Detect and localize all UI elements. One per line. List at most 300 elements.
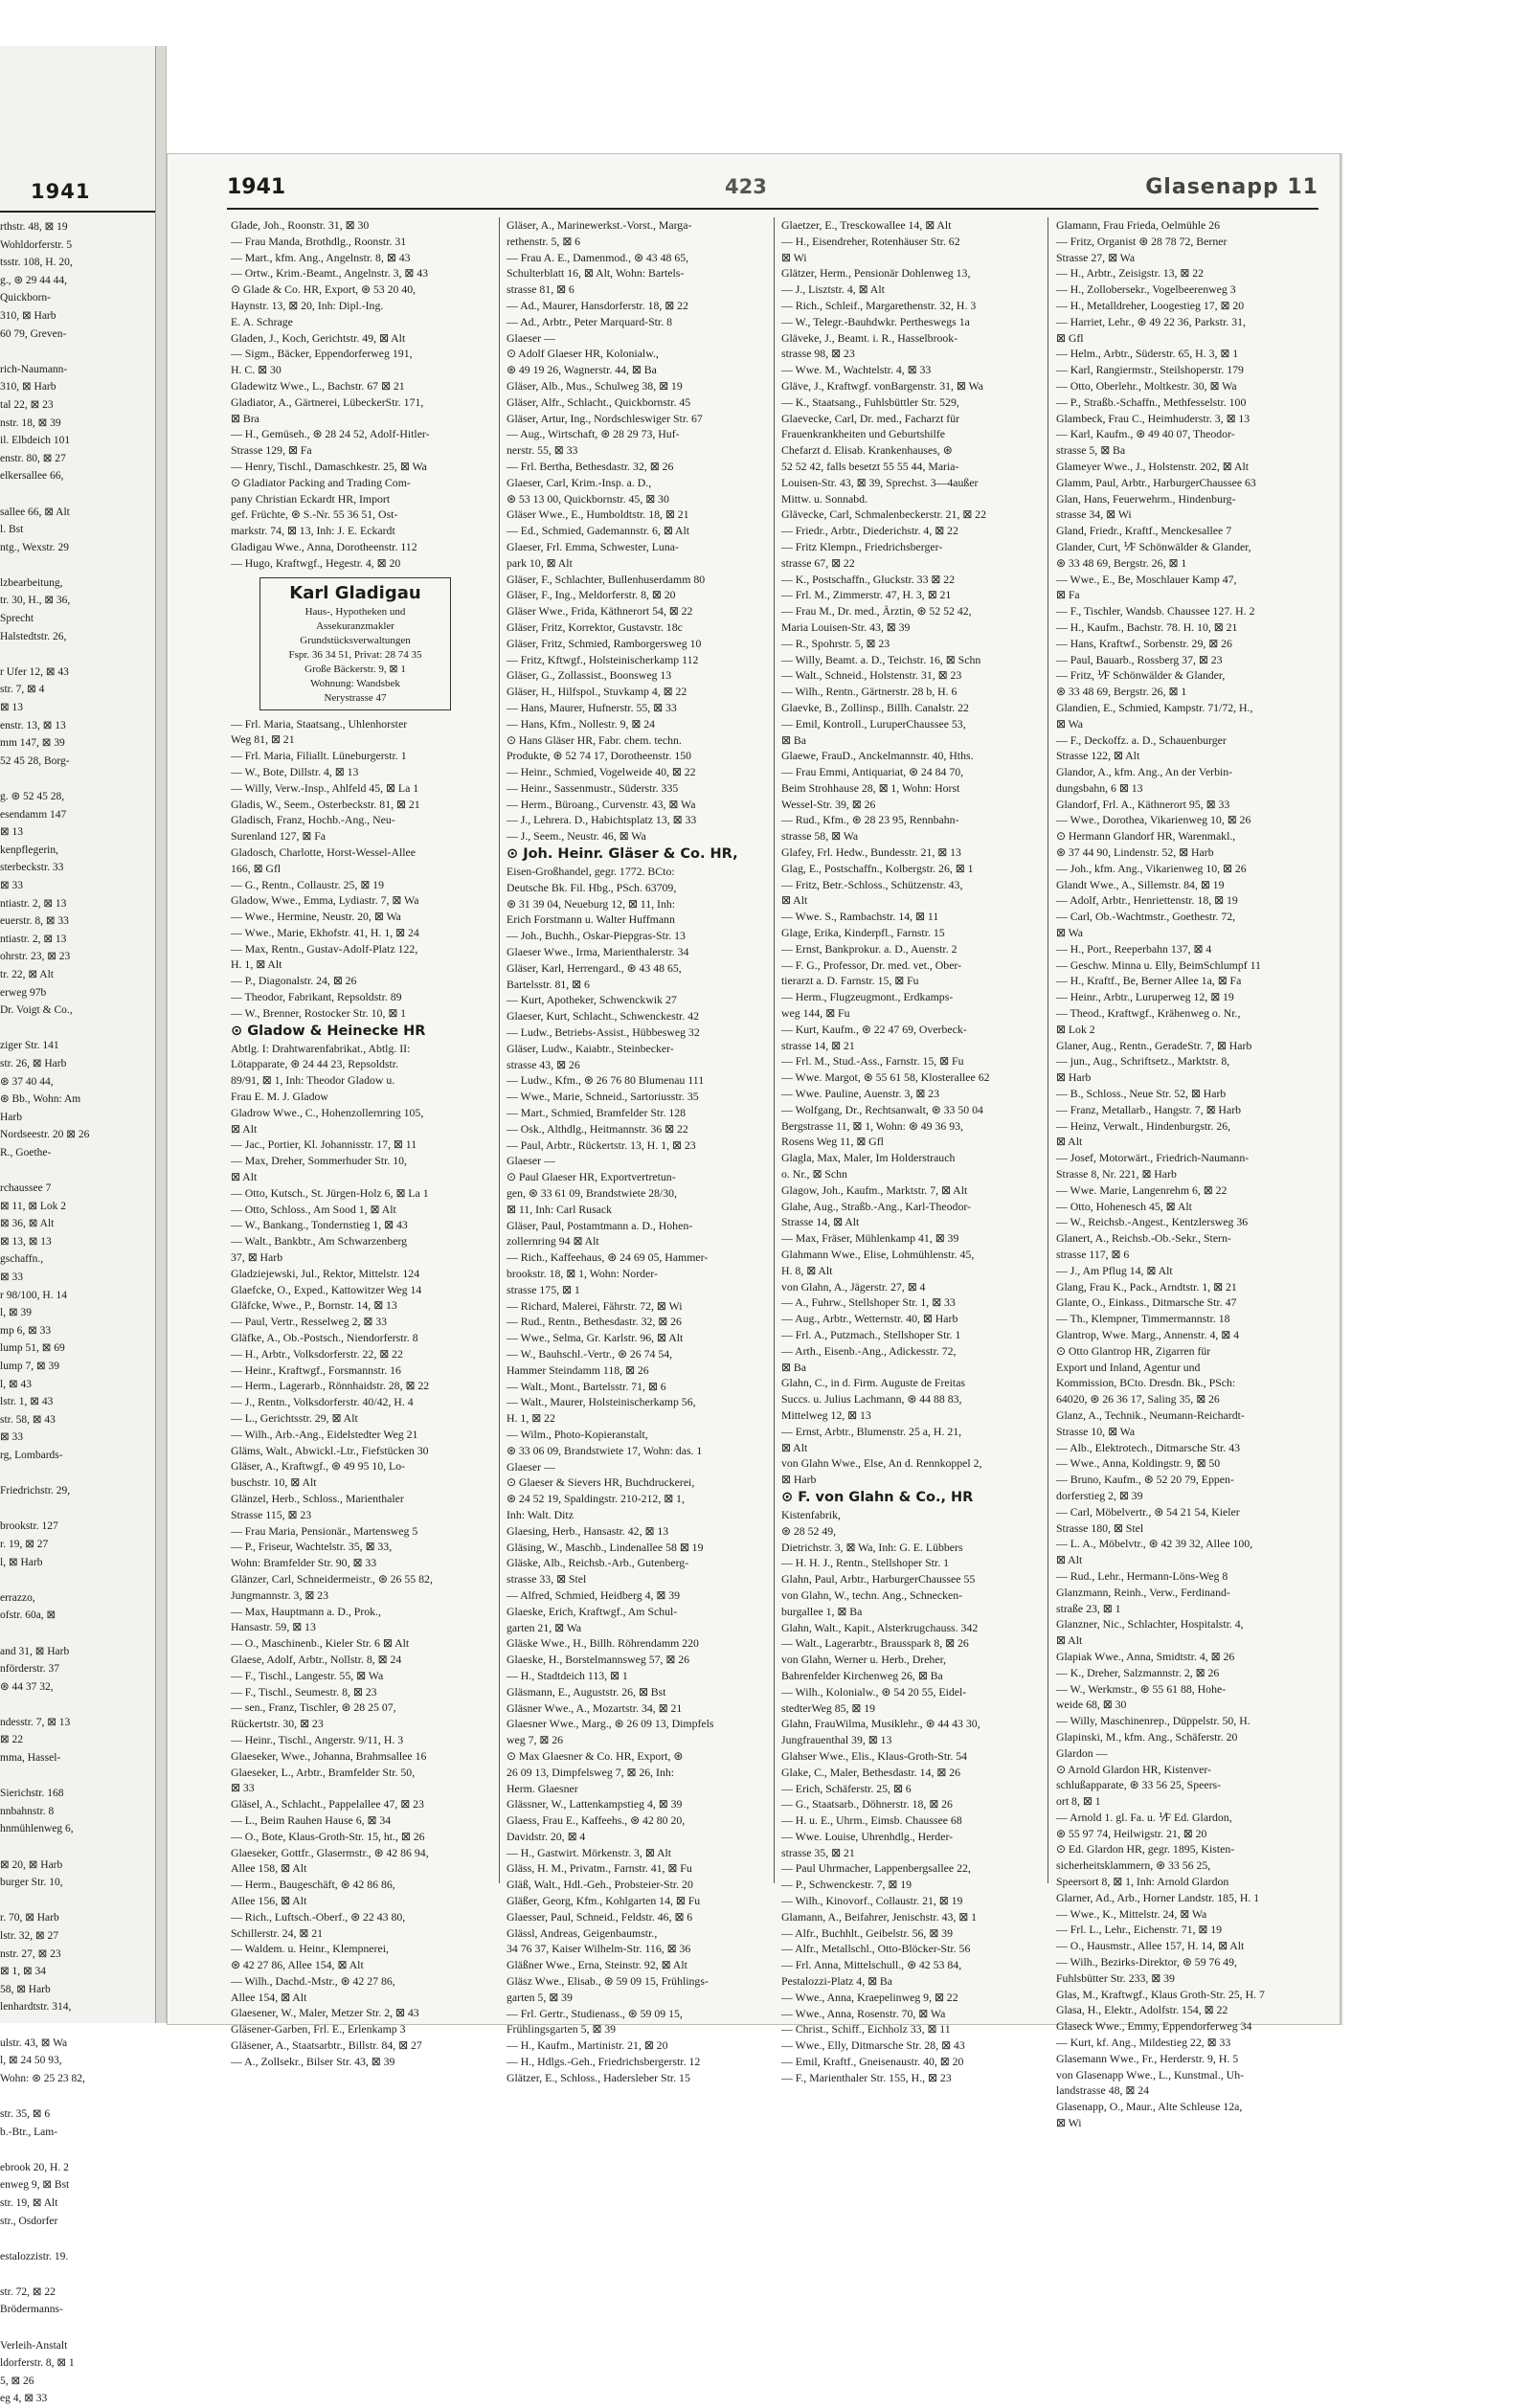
previous-page-line: lump 51, ⊠ 69 bbox=[0, 1342, 65, 1355]
previous-page-lines bbox=[0, 218, 155, 2408]
previous-page-line bbox=[0, 556, 155, 574]
directory-entry: — Wwe., Selma, Gr. Karlstr. 96, ⊠ Alt bbox=[507, 1331, 684, 1345]
directory-entry: — Carl, Möbelvertr., ⊛ 54 21 54, Kieler bbox=[1056, 1504, 1240, 1519]
directory-entry: strasse 5, ⊠ Ba bbox=[1056, 443, 1126, 458]
directory-entry: — Geschw. Minna u. Elly, BeimSchlumpf 11 bbox=[1056, 957, 1261, 972]
directory-entry: Glahn, Walt., Kapit., Alsterkrugchauss. 342 bbox=[781, 1620, 979, 1634]
previous-page-line: str., Osdorfer bbox=[0, 2215, 58, 2227]
previous-page-line: r. 70, ⊠ Harb bbox=[0, 1912, 59, 1924]
directory-entry: weg 7, ⊠ 26 bbox=[507, 1733, 564, 1747]
directory-entry: Succs. u. Julius Lachmann, ⊛ 44 88 83, bbox=[781, 1392, 962, 1407]
directory-entry: brookstr. 18, ⊠ 1, Wohn: Norder- bbox=[507, 1267, 658, 1280]
directory-entry: Herm. Glaesner bbox=[507, 1781, 578, 1795]
directory-entry: — Heinr., Sassenmustr., Süderstr. 335 bbox=[507, 780, 679, 795]
previous-page-line: ofstr. 60a, ⊠ bbox=[0, 1609, 56, 1622]
directory-entry: Glaeske, H., Borstelmannsweg 57, ⊠ 26 bbox=[507, 1653, 690, 1667]
directory-entry: Gladrow Wwe., C., Hohenzollernring 105, bbox=[231, 1105, 424, 1119]
directory-entry: Gläser, A., Marinewerkst.-Vorst., Marga- bbox=[507, 218, 692, 232]
directory-entry: Glätzer, Herm., Pensionär Dohlenweg 13, bbox=[781, 266, 971, 281]
directory-entry: — Willy, Beamt. a. D., Teichstr. 16, ⊠ Schn bbox=[781, 652, 981, 666]
previous-page-line: Friedrichstr. 29, bbox=[0, 1485, 71, 1497]
previous-page-line: Brödermanns- bbox=[0, 2304, 63, 2316]
directory-entry: 89/91, ⊠ 1, Inh: Theodor Gladow u. bbox=[231, 1073, 395, 1088]
directory-entry: Glantrop, Wwe. Marg., Annenstr. 4, ⊠ 4 bbox=[1056, 1327, 1239, 1341]
directory-entry: — O., Hausmstr., Allee 157, H. 14, ⊠ Alt bbox=[1056, 1939, 1245, 1953]
previous-page-line: l, ⊠ Harb bbox=[0, 1556, 43, 1568]
directory-entry: ⊛ 28 52 49, bbox=[781, 1523, 837, 1538]
previous-page-line: ntiastr. 2, ⊠ 13 bbox=[0, 933, 67, 945]
directory-entry: Mittw. u. Sonnabd. bbox=[781, 491, 868, 506]
directory-entry: Glaeser, Frl. Emma, Schwester, Luna- bbox=[507, 539, 679, 553]
directory-entry: Glamm, Paul, Arbtr., HarburgerChaussee 63 bbox=[1056, 475, 1256, 489]
directory-entry: — H. u. E., Uhrm., Eimsb. Chaussee 68 bbox=[781, 1813, 962, 1828]
directory-entry: — W., Reichsb.-Angest., Kentzlersweg 36 bbox=[1056, 1215, 1249, 1229]
directory-entry: ⊠ Alt bbox=[1056, 1553, 1083, 1567]
directory-entry: Gladosch, Charlotte, Horst-Wessel-Allee bbox=[231, 844, 416, 859]
previous-page-line: Harb bbox=[0, 1111, 22, 1123]
directory-entry: — Alfred, Schmied, Heidberg 4, ⊠ 39 bbox=[507, 1587, 681, 1602]
column-1 bbox=[227, 217, 493, 2068]
directory-entry: — Alb., Elektrotech., Ditmarsche Str. 43 bbox=[1056, 1440, 1240, 1454]
directory-entry: — Frl. A., Putzmach., Stellshoper Str. 1 bbox=[781, 1327, 961, 1341]
directory-entry: — Fritz, ⅟F Schönwälder & Glander, bbox=[1056, 668, 1226, 683]
directory-entry: Gläser, H., Hilfspol., Stuvkamp 4, ⊠ 22 bbox=[507, 685, 687, 699]
previous-page-line: elkersallee 66, bbox=[0, 470, 64, 483]
directory-entry: Gläsz Wwe., Elisab., ⊛ 59 09 15, Frühlings- bbox=[507, 1974, 709, 1989]
directory-entry: ort 8, ⊠ 1 bbox=[1056, 1794, 1101, 1809]
directory-entry: ⊠ 11, Inh: Carl Rusack bbox=[507, 1202, 613, 1216]
directory-entry: — Fritz, Betr.-Schloss., Schützenstr. 43, bbox=[781, 877, 963, 891]
directory-entry: Produkte, ⊛ 52 74 17, Dorotheenstr. 150 bbox=[507, 749, 692, 763]
directory-entry: Strasse 10, ⊠ Wa bbox=[1056, 1424, 1136, 1438]
directory-entry: strasse 117, ⊠ 6 bbox=[1056, 1248, 1130, 1261]
directory-entry: Glaeser, Kurt, Schlacht., Schwenckestr. 42 bbox=[507, 1009, 700, 1024]
directory-entry: — Wwe., Anna, Rosenstr. 70, ⊠ Wa bbox=[781, 2006, 946, 2020]
directory-entry: — Paul, Bauarb., Rossberg 37, ⊠ 23 bbox=[1056, 652, 1223, 666]
directory-entry: Gläsner Wwe., A., Mozartstr. 34, ⊠ 21 bbox=[507, 1700, 683, 1715]
directory-entry: — L., Gerichtsstr. 29, ⊠ Alt bbox=[231, 1411, 358, 1425]
previous-page-line: g. ⊛ 52 45 28, bbox=[0, 791, 65, 802]
directory-entry: burgallee 1, ⊠ Ba bbox=[781, 1604, 863, 1618]
directory-entry: strasse 58, ⊠ Wa bbox=[781, 829, 859, 844]
previous-page-line: ⊠ 13 bbox=[0, 702, 24, 714]
previous-page-line: ⊠ 11, ⊠ Lok 2 bbox=[0, 1200, 66, 1212]
previous-page-fragment bbox=[0, 46, 155, 2405]
directory-entry: 166, ⊠ Gfl bbox=[231, 861, 282, 875]
directory-entry: — Frau M., Dr. med., Ärztin, ⊛ 52 52 42, bbox=[781, 604, 972, 619]
directory-entry: — H., Kaufm., Bachstr. 78. H. 10, ⊠ 21 bbox=[1056, 619, 1238, 634]
directory-entry: — Kurt, Apotheker, Schwenckwik 27 bbox=[507, 993, 677, 1007]
directory-entry: nerstr. 55, ⊠ 33 bbox=[507, 443, 578, 458]
directory-entry: Glan, Hans, Feuerwehrm., Hindenburg- bbox=[1056, 491, 1236, 506]
directory-entry: ⊠ Alt bbox=[781, 1440, 808, 1454]
directory-entry: stedterWeg 85, ⊠ 19 bbox=[781, 1700, 876, 1715]
directory-entry: — L., Beim Rauhen Hause 6, ⊠ 34 bbox=[231, 1812, 392, 1827]
directory-entry: Glaeser — bbox=[507, 1459, 555, 1474]
directory-entry: Strasse 27, ⊠ Wa bbox=[1056, 250, 1136, 264]
directory-entry: — Karl, Kaufm., ⊛ 49 40 07, Theodor- bbox=[1056, 427, 1235, 441]
directory-entry: — F., Tischl., Seumestr. 8, ⊠ 23 bbox=[231, 1684, 377, 1699]
page-edge bbox=[1340, 153, 1342, 2025]
directory-entry: — Rud., Lehr., Hermann-Löns-Weg 8 bbox=[1056, 1568, 1228, 1583]
directory-entry: — Frau Emmi, Antiquariat, ⊛ 24 84 70, bbox=[781, 765, 964, 779]
directory-entry: ⊠ Alt bbox=[231, 1121, 258, 1136]
previous-page-line: il. Elbdeich 101 bbox=[0, 435, 71, 447]
previous-page-line: Dr. Voigt & Co., bbox=[0, 1004, 73, 1017]
directory-entry: H. 1, ⊠ 22 bbox=[507, 1411, 555, 1426]
directory-entry: Glahn, FrauWilma, Musiklehr., ⊛ 44 43 30, bbox=[781, 1717, 980, 1731]
directory-entry: ⊛ 55 97 74, Heilwigstr. 21, ⊠ 20 bbox=[1056, 1826, 1207, 1840]
advertisement-line: Haus-, Hypotheken und bbox=[304, 605, 406, 618]
directory-entry: — Wwe. Margot, ⊛ 55 61 58, Klosterallee 62 bbox=[781, 1070, 990, 1085]
directory-entry: — Herm., Lagerarb., Rönnhaidstr. 28, ⊠ 22 bbox=[231, 1379, 430, 1393]
previous-page-line: enstr. 13, ⊠ 13 bbox=[0, 719, 66, 731]
directory-entry: Glässner, W., Lattenkampstieg 4, ⊠ 39 bbox=[507, 1797, 683, 1812]
directory-entry: — W., Telegr.-Bauhdwkr. Pertheswegs 1a bbox=[781, 314, 970, 328]
directory-entry: — Heinr., Kraftwgf., Forsmannstr. 16 bbox=[231, 1362, 401, 1377]
directory-entry: Allee 154, ⊠ Alt bbox=[231, 1990, 307, 2004]
directory-entry: Schulterblatt 16, ⊠ Alt, Wohn: Bartels- bbox=[507, 266, 685, 281]
directory-entry: Gläser Wwe., E., Humboldtstr. 18, ⊠ 21 bbox=[507, 507, 689, 522]
previous-page-line bbox=[0, 2016, 155, 2035]
directory-entry: — Theodor, Fabrikant, Repsoldstr. 89 bbox=[231, 990, 402, 1004]
directory-entry: Strasse 14, ⊠ Alt bbox=[781, 1215, 860, 1229]
directory-entry: Hansastr. 59, ⊠ 13 bbox=[231, 1620, 316, 1634]
previous-page-line: estalozzistr. 19. bbox=[0, 2250, 69, 2262]
directory-entry: ⊙ Hans Gläser HR, Fabr. chem. techn. bbox=[507, 732, 682, 747]
directory-entry: Bergstrasse 11, ⊠ 1, Wohn: ⊛ 49 36 93, bbox=[781, 1118, 963, 1133]
directory-entry: Gläske, Alb., Reichsb.-Arb., Gutenberg- bbox=[507, 1556, 689, 1570]
directory-entry: Gläser, Artur, Ing., Nordschleswiger Str. 67 bbox=[507, 411, 703, 425]
advertisement-box bbox=[259, 577, 451, 710]
directory-entry: — B., Schloss., Neue Str. 52, ⊠ Harb bbox=[1056, 1087, 1227, 1101]
directory-entry: E. A. Schrage bbox=[231, 314, 293, 328]
directory-entry: — H., Eisendreher, Rotenhäuser Str. 62 bbox=[781, 234, 960, 248]
advertisement-line: Assekuranzmakler bbox=[316, 619, 394, 632]
directory-entry: 64020, ⊛ 26 36 17, Saling 35, ⊠ 26 bbox=[1056, 1392, 1220, 1407]
directory-entry: Louisen-Str. 43, ⊠ 39, Sprechst. 3—4außer bbox=[781, 475, 979, 489]
directory-entry: Gläsing, W., Maschb., Lindenallee 58 ⊠ 19 bbox=[507, 1540, 704, 1554]
directory-entry: Gladigau Wwe., Anna, Dorotheenstr. 112 bbox=[231, 539, 417, 553]
directory-entry: — Max, Rentn., Gustav-Adolf-Platz 122, bbox=[231, 941, 418, 956]
previous-page-line: tr. 30, H., ⊠ 36, bbox=[0, 595, 71, 607]
previous-page-line: tal 22, ⊠ 23 bbox=[0, 398, 54, 411]
directory-entry: Gläss, H. M., Privatm., Farnstr. 41, ⊠ Fu bbox=[507, 1861, 692, 1876]
directory-entry: H. C. ⊠ 30 bbox=[231, 363, 282, 377]
directory-entry: — Otto, Schloss., Am Sood 1, ⊠ Alt bbox=[231, 1202, 396, 1216]
directory-entry: — Max, Hauptmann a. D., Prok., bbox=[231, 1604, 381, 1618]
directory-entry: — Walt., Mont., Bartelsstr. 71, ⊠ 6 bbox=[507, 1379, 666, 1393]
directory-entry: — F., Tischler, Wandsb. Chaussee 127. H. 2 bbox=[1056, 604, 1255, 619]
directory-entry: — F., Marienthaler Str. 155, H., ⊠ 23 bbox=[781, 2070, 952, 2084]
directory-entry: markstr. 74, ⊠ 13, Inh: J. E. Eckardt bbox=[231, 524, 395, 538]
directory-entry: von Glahn, Werner u. Herb., Dreher, bbox=[781, 1653, 946, 1667]
directory-entry: straße 23, ⊠ 1 bbox=[1056, 1601, 1121, 1615]
previous-page-line: ⊛ 44 37 32, bbox=[0, 1680, 54, 1693]
directory-entry: Gläsel, A., Schlacht., Pappelallee 47, ⊠ 23 bbox=[231, 1797, 424, 1812]
directory-entry: Glaesser, Paul, Schneid., Feldstr. 46, ⊠ 6 bbox=[507, 1909, 693, 1924]
directory-entry: Glage, Erika, Kinderpfl., Farnstr. 15 bbox=[781, 926, 945, 940]
directory-entry: — Heinr., Schmied, Vogelweide 40, ⊠ 22 bbox=[507, 765, 696, 779]
directory-columns bbox=[227, 217, 1318, 2130]
header-rule bbox=[227, 208, 1318, 210]
directory-entry: — Th., Klempner, Timmermannstr. 18 bbox=[1056, 1312, 1230, 1326]
directory-entry: Glamann, A., Beifahrer, Jenischstr. 43, ⊠ 1 bbox=[781, 1909, 978, 1924]
directory-entry: — Hans, Kraftwf., Sorbenstr. 29, ⊠ 26 bbox=[1056, 636, 1232, 650]
directory-entry: ⊠ 33 bbox=[231, 1781, 255, 1795]
previous-page-line: ⊠ 36, ⊠ Alt bbox=[0, 1218, 55, 1230]
firm-heading: ⊙ F. von Glahn & Co., HR bbox=[781, 1489, 974, 1505]
previous-page-line: Sierichstr. 168 bbox=[0, 1788, 64, 1800]
directory-entry: Glaeseker, Gottfr., Glasermstr., ⊛ 42 86 94, bbox=[231, 1845, 429, 1859]
directory-entry: Glaevecke, Carl, Dr. med., Facharzt für bbox=[781, 411, 960, 425]
directory-entry: — Waldem. u. Heinr., Klempnerei, bbox=[231, 1942, 389, 1956]
directory-entry: Glamann, Frau Frieda, Oelmühle 26 bbox=[1056, 218, 1221, 232]
directory-entry: schlußapparate, ⊛ 33 56 25, Speers- bbox=[1056, 1778, 1222, 1792]
directory-entry: — Mart., Schmied, Bramfelder Str. 128 bbox=[507, 1106, 687, 1120]
directory-entry: ⊙ Arnold Glardon HR, Kistenver- bbox=[1056, 1762, 1211, 1776]
directory-entry: landstrasse 48, ⊠ 24 bbox=[1056, 2083, 1150, 2098]
directory-entry: — Otto, Hohenesch 45, ⊠ Alt bbox=[1056, 1199, 1192, 1213]
directory-entry: strasse 34, ⊠ Wi bbox=[1056, 507, 1132, 522]
previous-page-line bbox=[0, 1500, 155, 1519]
firm-heading: ⊙ Gladow & Heinecke HR bbox=[231, 1023, 426, 1039]
previous-page-line: tr. 22, ⊠ Alt bbox=[0, 968, 54, 980]
directory-entry: ⊛ 33 48 69, Bergstr. 26, ⊠ 1 bbox=[1056, 555, 1187, 570]
directory-entry: — Ernst, Arbtr., Blumenstr. 25 a, H. 21, bbox=[781, 1424, 962, 1438]
directory-entry: — Walt., Lagerarbtr., Brausspark 8, ⊠ 26 bbox=[781, 1636, 969, 1651]
directory-entry: gen, ⊛ 33 61 09, Brandstwiete 28/30, bbox=[507, 1186, 677, 1201]
directory-entry: — P., Diagonalstr. 24, ⊠ 26 bbox=[231, 974, 357, 988]
directory-entry: — Alfr., Metallschl., Otto-Blöcker-Str. 56 bbox=[781, 1942, 971, 1956]
previous-page-line: ⊛ Bb., Wohn: Am bbox=[0, 1093, 81, 1106]
directory-entry: Glanz, A., Technik., Neumann-Reichardt- bbox=[1056, 1407, 1245, 1422]
directory-entry: Glanert, A., Reichsb.-Ob.-Sekr., Stern- bbox=[1056, 1231, 1231, 1246]
directory-entry: — K., Staatsang., Fuhlsbüttler Str. 529, bbox=[781, 394, 959, 409]
directory-entry: — L. A., Möbelvtr., ⊛ 42 39 32, Allee 100, bbox=[1056, 1537, 1253, 1551]
directory-entry: Strasse 122, ⊠ Alt bbox=[1056, 749, 1140, 763]
previous-page-line: str. 72, ⊠ 22 bbox=[0, 2285, 56, 2298]
directory-entry: Gläms, Walt., Abwickl.-Ltr., Fiefstücken 30 bbox=[231, 1443, 429, 1457]
previous-page-line bbox=[0, 1696, 155, 1714]
directory-entry: — Carl, Ob.-Wachtmstr., Goethestr. 72, bbox=[1056, 910, 1236, 924]
directory-entry: Gläßner Wwe., Erna, Steinstr. 92, ⊠ Alt bbox=[507, 1958, 687, 1972]
directory-entry: Glapinski, M., kfm. Ang., Schäferstr. 20 bbox=[1056, 1729, 1238, 1744]
directory-entry: Export und Inland, Agentur und bbox=[1056, 1360, 1201, 1374]
directory-entry: Kommission, BCto. Dresdn. Bk., PSch: bbox=[1056, 1376, 1236, 1390]
directory-entry: — Walt., Maurer, Holsteinischerkamp 56, bbox=[507, 1395, 696, 1409]
directory-entry: — Willy, Verw.-Insp., Ahlfeld 45, ⊠ La 1 bbox=[231, 780, 419, 795]
directory-entry: — Harriet, Lehr., ⊛ 49 22 36, Parkstr. 31, bbox=[1056, 314, 1246, 328]
directory-entry: ⊛ 37 44 90, Lindenstr. 52, ⊠ Harb bbox=[1056, 845, 1214, 860]
directory-entry: — Wwe. M., Wachtelstr. 4, ⊠ 33 bbox=[781, 363, 932, 377]
directory-entry: — sen., Franz, Tischler, ⊛ 28 25 07, bbox=[231, 1700, 396, 1715]
directory-entry: Glänzel, Herb., Schloss., Marienthaler bbox=[231, 1491, 404, 1505]
directory-entry: — Hans, Kfm., Nollestr. 9, ⊠ 24 bbox=[507, 716, 656, 731]
directory-entry: — Wilh., Kinovorf., Collaustr. 21, ⊠ 19 bbox=[781, 1894, 963, 1908]
previous-page-line bbox=[0, 1161, 155, 1180]
directory-entry: Gläß, Walt., Hdl.-Geh., Probsteier-Str. 20 bbox=[507, 1878, 693, 1892]
previous-page-line: errazzo, bbox=[0, 1591, 35, 1604]
directory-entry: ⊠ Wi bbox=[1056, 2116, 1082, 2130]
directory-entry: — Wwe., K., Mittelstr. 24, ⊠ Wa bbox=[1056, 1906, 1207, 1921]
directory-entry: — H., Metalldreher, Loogestieg 17, ⊠ 20 bbox=[1056, 298, 1245, 312]
directory-entry: — J., Lisztstr. 4, ⊠ Alt bbox=[781, 282, 885, 297]
column-4 bbox=[1052, 217, 1318, 2130]
directory-entry: ⊛ 53 13 00, Quickbornstr. 45, ⊠ 30 bbox=[507, 491, 669, 506]
directory-entry: — Paul, Arbtr., Rückertstr. 13, H. 1, ⊠ 23 bbox=[507, 1137, 696, 1152]
directory-entry: Eisen-Großhandel, gegr. 1772. BCto: bbox=[507, 865, 675, 879]
directory-entry: Glambeck, Frau C., Heimhuderstr. 3, ⊠ 13 bbox=[1056, 411, 1250, 425]
directory-entry: Gland, Friedr., Kraftf., Menckesallee 7 bbox=[1056, 524, 1232, 538]
directory-entry: Glander, Curt, ⅟F Schönwälder & Glander, bbox=[1056, 539, 1251, 553]
directory-entry: ⊛ 49 19 26, Wagnerstr. 44, ⊠ Ba bbox=[507, 363, 657, 377]
directory-entry: — Rud., Rentn., Bethesdastr. 32, ⊠ 26 bbox=[507, 1315, 682, 1329]
directory-entry: — Kurt, Kaufm., ⊛ 22 47 69, Overbeck- bbox=[781, 1022, 967, 1036]
directory-entry: — K., Dreher, Salzmannstr. 2, ⊠ 26 bbox=[1056, 1665, 1220, 1679]
directory-entry: Glagla, Max, Maler, Im Holderstrauch bbox=[781, 1151, 956, 1165]
directory-entry: ⊛ 42 27 86, Allee 154, ⊠ Alt bbox=[231, 1958, 364, 1972]
directory-entry: Gladziejewski, Jul., Rektor, Mittelstr. 124 bbox=[231, 1266, 420, 1280]
directory-entry: — Frl. Bertha, Bethesdastr. 32, ⊠ 26 bbox=[507, 459, 674, 473]
directory-entry: — Frl. M., Stud.-Ass., Farnstr. 15, ⊠ Fu bbox=[781, 1054, 964, 1069]
previous-page-line: str. 58, ⊠ 43 bbox=[0, 1413, 56, 1426]
directory-entry: sicherheitsklammern, ⊛ 33 56 25, bbox=[1056, 1858, 1211, 1873]
directory-entry: garten 21, ⊠ Wa bbox=[507, 1620, 582, 1634]
directory-entry: weide 68, ⊠ 30 bbox=[1056, 1698, 1127, 1712]
directory-entry: Glasa, H., Elektr., Adolfstr. 154, ⊠ 22 bbox=[1056, 2003, 1228, 2017]
previous-page-line: burger Str. 10, bbox=[0, 1877, 63, 1889]
directory-entry: — Fritz, Kftwgf., Holsteinischerkamp 112 bbox=[507, 652, 699, 666]
directory-entry: — O., Maschinenb., Kieler Str. 6 ⊠ Alt bbox=[231, 1636, 410, 1651]
directory-entry: — Heinz, Verwalt., Hindenburgstr. 26, bbox=[1056, 1118, 1231, 1133]
directory-entry: — Otto, Kutsch., St. Jürgen-Holz 6, ⊠ La 1 bbox=[231, 1185, 429, 1200]
page-header bbox=[227, 175, 1318, 208]
directory-entry: Speersort 8, ⊠ 1, Inh: Arnold Glardon bbox=[1056, 1875, 1229, 1889]
directory-entry: ⊠ Alt bbox=[781, 893, 808, 908]
directory-entry: Surenland 127, ⊠ Fa bbox=[231, 829, 327, 844]
directory-entry: Glanzmann, Reinh., Verw., Ferdinand- bbox=[1056, 1585, 1230, 1599]
directory-entry: — W., Bote, Dillstr. 4, ⊠ 13 bbox=[231, 764, 359, 778]
directory-entry: Gladis, W., Seem., Osterbeckstr. 81, ⊠ 21 bbox=[231, 797, 420, 811]
directory-entry: Gladewitz Wwe., L., Bachstr. 67 ⊠ 21 bbox=[231, 378, 405, 393]
directory-entry: Glafey, Frl. Hedw., Bundesstr. 21, ⊠ 13 bbox=[781, 845, 961, 860]
directory-entry: — jun., Aug., Schriftsetz., Marktstr. 8, bbox=[1056, 1054, 1230, 1069]
directory-entry: — Ad., Maurer, Hansdorferstr. 18, ⊠ 22 bbox=[507, 298, 688, 312]
directory-entry: — Heinr., Tischl., Angerstr. 9/11, H. 3 bbox=[231, 1732, 404, 1746]
directory-entry: Glang, Frau K., Pack., Arndtstr. 1, ⊠ 21 bbox=[1056, 1279, 1237, 1294]
directory-entry: Beim Strohhause 28, ⊠ 1, Wohn: Horst bbox=[781, 780, 960, 795]
directory-entry: ⊠ Wi bbox=[781, 250, 807, 264]
directory-entry: ⊠ Alt bbox=[231, 1170, 258, 1184]
previous-page-line bbox=[0, 343, 155, 361]
previous-page-line: enstr. 80, ⊠ 27 bbox=[0, 452, 66, 464]
directory-entry: Haynstr. 13, ⊠ 20, Inh: Dipl.-Ing. bbox=[231, 298, 384, 312]
directory-entry: — Wwe. Marie, Langenrehm 6, ⊠ 22 bbox=[1056, 1182, 1228, 1197]
directory-entry: Chefarzt d. Elisab. Krankenhauses, ⊛ bbox=[781, 443, 953, 458]
directory-entry: strasse 43, ⊠ 26 bbox=[507, 1057, 580, 1071]
directory-page bbox=[167, 153, 1340, 2130]
directory-entry: — Wwe., E., Be, Moschlauer Kamp 47, bbox=[1056, 572, 1237, 586]
directory-entry: — Aug., Wirtschaft, ⊛ 28 29 73, Huf- bbox=[507, 427, 680, 441]
directory-entry: Glaese, Adolf, Arbtr., Nollstr. 8, ⊠ 24 bbox=[231, 1652, 402, 1666]
directory-entry: ⊠ Ba bbox=[781, 1360, 806, 1374]
previous-page-line: ldorferstr. 8, ⊠ 1 bbox=[0, 2357, 75, 2370]
directory-entry: von Glasenapp Wwe., L., Kunstmal., Uh- bbox=[1056, 2067, 1245, 2082]
directory-entry: Glasenapp, O., Maur., Alte Schleuse 12a, bbox=[1056, 2100, 1243, 2114]
previous-page-line: lstr. 32, ⊠ 27 bbox=[0, 1930, 59, 1942]
previous-page-line: Verleih-Anstalt bbox=[0, 2339, 68, 2352]
directory-entry: — O., Bote, Klaus-Groth-Str. 15, ht., ⊠ 26 bbox=[231, 1829, 425, 1843]
previous-page-line: l. Bst bbox=[0, 524, 24, 536]
directory-entry: — Ad., Arbtr., Peter Marquard-Str. 8 bbox=[507, 314, 673, 328]
previous-page-line: R., Goethe- bbox=[0, 1146, 52, 1159]
directory-entry: Wessel-Str. 39, ⊠ 26 bbox=[781, 797, 876, 811]
previous-page-line: str. 26, ⊠ Harb bbox=[0, 1057, 67, 1069]
directory-entry: ⊛ 33 06 09, Brandstwiete 17, Wohn: das. 1 bbox=[507, 1443, 703, 1457]
previous-page-line bbox=[0, 1625, 155, 1643]
directory-entry: Inh: Walt. Ditz bbox=[507, 1507, 574, 1521]
directory-entry: — J., Lehrera. D., Habichtsplatz 13, ⊠ 33 bbox=[507, 813, 697, 827]
directory-entry: — Franz, Metallarb., Hangstr. 7, ⊠ Harb bbox=[1056, 1102, 1242, 1116]
directory-entry: — Osk., Althdlg., Heitmannstr. 36 ⊠ 22 bbox=[507, 1121, 688, 1136]
previous-page-line: rthstr. 48, ⊠ 19 bbox=[0, 221, 68, 233]
previous-page-line bbox=[0, 485, 155, 504]
directory-entry: park 10, ⊠ Alt bbox=[507, 555, 573, 570]
directory-entry: Glapiak Wwe., Anna, Smidtstr. 4, ⊠ 26 bbox=[1056, 1649, 1235, 1663]
previous-page-line: Nordseestr. 20 ⊠ 26 bbox=[0, 1129, 90, 1141]
directory-entry: Jungmannstr. 3, ⊠ 23 bbox=[231, 1587, 328, 1602]
previous-page-line bbox=[0, 2141, 155, 2159]
directory-entry: — Frl. Gertr., Studienass., ⊛ 59 09 15, bbox=[507, 2006, 683, 2020]
directory-entry: Schillerstr. 24, ⊠ 21 bbox=[231, 1925, 324, 1940]
directory-entry: — Wwe., Marie, Ekhofstr. 41, H. 1, ⊠ 24 bbox=[231, 925, 419, 939]
directory-entry: — Emil, Kontroll., LuruperChaussee 53, bbox=[781, 716, 966, 731]
previous-page-line bbox=[0, 1465, 155, 1483]
directory-entry: Strasse 115, ⊠ 23 bbox=[231, 1507, 312, 1521]
directory-entry: — J., Seem., Neustr. 46, ⊠ Wa bbox=[507, 829, 646, 844]
directory-entry: — Willy, Maschinenrep., Düppelstr. 50, H. bbox=[1056, 1714, 1250, 1728]
directory-entry: — Helm., Arbtr., Süderstr. 65, H. 3, ⊠ 1 bbox=[1056, 347, 1239, 361]
previous-page-line: 52 45 28, Borg- bbox=[0, 754, 70, 767]
running-head: Glasenapp 11 bbox=[1145, 175, 1318, 199]
directory-entry: — Erich, Schäferstr. 25, ⊠ 6 bbox=[781, 1781, 912, 1795]
previous-page-line: r. 19, ⊠ 27 bbox=[0, 1538, 49, 1550]
previous-page-line: erweg 97b bbox=[0, 986, 47, 999]
directory-entry: Glahmann Wwe., Elise, Lohmühlenstr. 45, bbox=[781, 1248, 975, 1261]
directory-entry: Gläsmann, E., Auguststr. 26, ⊠ Bst bbox=[507, 1684, 666, 1699]
previous-page-line bbox=[0, 2265, 155, 2284]
directory-entry: garten 5, ⊠ 39 bbox=[507, 1990, 573, 2004]
directory-entry: von Glahn, W., techn. Ang., Schnecken- bbox=[781, 1587, 963, 1602]
directory-entry: 52 52 42, falls besetzt 55 55 44, Maria- bbox=[781, 459, 959, 473]
directory-entry: — Rich., Schleif., Margarethenstr. 32, H. 3 bbox=[781, 298, 977, 312]
directory-entry: — Fritz Klempn., Friedrichsberger- bbox=[781, 539, 943, 553]
directory-entry: Glässl, Andreas, Geigenbaumstr., bbox=[507, 1925, 658, 1940]
directory-entry: — Frl. Anna, Mittelschull., ⊛ 42 53 84, bbox=[781, 1958, 962, 1972]
directory-entry: Weg 81, ⊠ 21 bbox=[231, 732, 295, 747]
previous-page-line: and 31, ⊠ Harb bbox=[0, 1645, 70, 1657]
directory-entry: Gläve, J., Kraftwgf. vonBargenstr. 31, ⊠ Wa bbox=[781, 378, 983, 393]
previous-page-line: Quickborn- bbox=[0, 292, 52, 304]
directory-entry: Gläser, Paul, Postamtmann a. D., Hohen- bbox=[507, 1218, 693, 1232]
directory-entry: Glaesing, Herb., Hansastr. 42, ⊠ 13 bbox=[507, 1523, 669, 1538]
directory-entry: ⊙ Glaeser & Sievers HR, Buchdruckerei, bbox=[507, 1475, 695, 1490]
directory-entry: ⊛ 24 52 19, Spaldingstr. 210-212, ⊠ 1, bbox=[507, 1492, 685, 1506]
directory-entry: — Hans, Maurer, Hufnerstr. 55, ⊠ 33 bbox=[507, 700, 677, 714]
directory-entry: Gläser, F., Ing., Meldorferstr. 8, ⊠ 20 bbox=[507, 588, 676, 602]
page-number: 423 bbox=[725, 175, 767, 198]
